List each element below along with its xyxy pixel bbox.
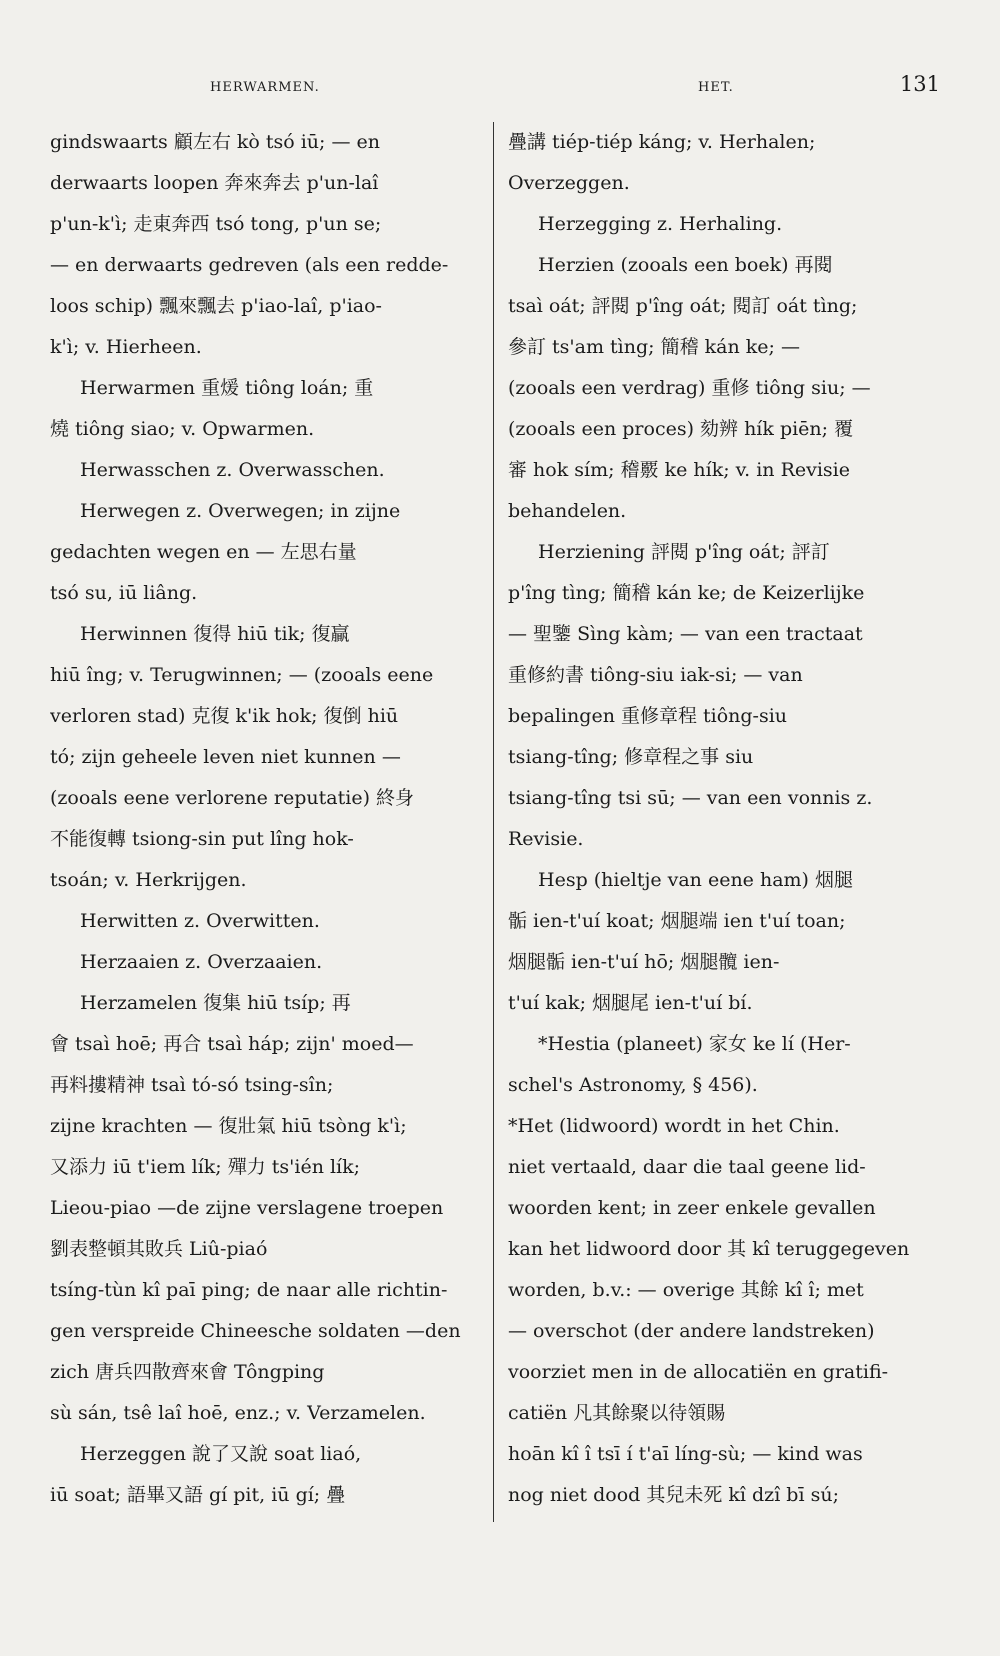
text-line: Herwegen z. Overwegen; in zijne	[80, 500, 401, 522]
text-line: (zooals eene verlorene reputatie) 終身	[50, 787, 415, 809]
text-line: tsiang-tîng; 修章程之事 siu	[508, 746, 754, 768]
text-line: Herziening 評閱 p'îng oát; 評訂	[538, 541, 830, 563]
text-line: niet vertaald, daar die taal geene lid-	[508, 1156, 866, 1178]
text-line: Herzien (zooals een boek) 再閱	[538, 254, 833, 276]
text-line: schel's Astronomy, § 456).	[508, 1074, 758, 1096]
text-line: Herzamelen 復集 hiū tsíp; 再	[80, 992, 351, 1014]
text-line: Lieou-piao —de zijne verslagene troepen	[50, 1197, 444, 1219]
text-line: loos schip) 飄來飄去 p'iao-laî, p'iao-	[50, 295, 382, 317]
text-line: — en derwaarts gedreven (als een redde-	[50, 254, 449, 276]
text-line: worden, b.v.: — overige 其餘 kî î; met	[508, 1279, 864, 1301]
text-line: p'îng tìng; 簡稽 kán ke; de Keizerlijke	[508, 582, 865, 604]
text-line: derwaarts loopen 奔來奔去 p'un-laî	[50, 172, 379, 194]
text-line: kan het lidwoord door 其 kî teruggegeven	[508, 1238, 910, 1260]
text-line: nog niet dood 其兒未死 kî dzî bī sú;	[508, 1484, 839, 1506]
text-line: zich 唐兵四散齊來會 Tôngping	[50, 1361, 325, 1383]
text-line: Herwarmen 重煖 tiông loán; 重	[80, 377, 374, 399]
text-line: 再料摟精神 tsaì tó-só tsing-sîn;	[50, 1074, 334, 1096]
header-center-title: HET.	[698, 80, 734, 95]
text-line: sù sán, tsê laî hoē, enz.; v. Verzamelen.	[50, 1402, 426, 1424]
text-line: iū soat; 語畢又語 gí pit, iū gí; 疊	[50, 1484, 346, 1506]
header-left-title: HERWARMEN.	[210, 80, 320, 95]
text-line: verloren stad) 克復 k'ik hok; 復倒 hiū	[50, 705, 399, 727]
text-line: hoān kî î tsī í t'aī líng-sù; — kind was	[508, 1443, 863, 1465]
text-line: voorziet men in de allocatiën en gratifi-	[508, 1361, 889, 1383]
text-line: t'uí kak; 烟腿尾 ien-t'uí bí.	[508, 992, 753, 1014]
text-line: gindswaarts 顧左右 kò tsó iū; — en	[50, 131, 380, 153]
text-line: Herzegging z. Herhaling.	[538, 213, 783, 235]
text-line: Herwasschen z. Overwasschen.	[80, 459, 385, 481]
text-line: 又添力 iū t'iem lík; 殫力 ts'ién lík;	[50, 1156, 361, 1178]
text-line: 會 tsaì hoē; 再合 tsaì háp; zijn' moed—	[50, 1033, 414, 1055]
text-line: tsó su, iū liâng.	[50, 582, 198, 604]
text-line: 劉表整頓其敗兵 Liû-piaó	[50, 1238, 268, 1260]
text-line: k'ì; v. Hierheen.	[50, 336, 202, 358]
text-line: Revisie.	[508, 828, 584, 850]
text-line: Overzeggen.	[508, 172, 630, 194]
text-line: (zooals een proces) 劾辨 hík piēn; 覆	[508, 418, 854, 440]
text-line: bepalingen 重修章程 tiông-siu	[508, 705, 788, 727]
text-line: 疊講 tiép-tiép káng; v. Herhalen;	[508, 131, 816, 153]
text-line: 燒 tiông siao; v. Opwarmen.	[50, 418, 315, 440]
text-line: tsíng-tùn kî paī ping; de naar alle richtin-	[50, 1279, 448, 1301]
text-line: 重修約書 tiông-siu iak-si; — van	[508, 664, 803, 686]
text-line: Herwitten z. Overwitten.	[80, 910, 320, 932]
text-line: hiū îng; v. Terugwinnen; — (zooals eene	[50, 664, 434, 686]
text-line: — 聖鑒 Sìng kàm; — van een tractaat	[508, 623, 863, 645]
text-line: p'un-k'ì; 走東奔西 tsó tong, p'un se;	[50, 213, 382, 235]
text-line: 不能復轉 tsiong-sin put lîng hok-	[50, 828, 354, 850]
right-column	[508, 122, 940, 1516]
page-number: 131	[899, 72, 940, 96]
text-line: (zooals een verdrag) 重修 tiông siu; —	[508, 377, 871, 399]
text-line: 參訂 ts'am tìng; 簡稽 kán ke; —	[508, 336, 800, 358]
text-line: 審 hok sím; 稽覈 ke hík; v. in Revisie	[508, 459, 851, 481]
text-line: behandelen.	[508, 500, 627, 522]
left-column	[50, 122, 482, 1516]
text-line: tsaì oát; 評閱 p'îng oát; 閱訂 oát tìng;	[508, 295, 858, 317]
text-line: 骺 ien-t'uí koat; 烟腿端 ien t'uí toan;	[508, 910, 846, 932]
text-line: catiën 凡其餘聚以待領賜	[508, 1402, 726, 1424]
text-line: tsiang-tîng tsi sū; — van een vonnis z.	[508, 787, 873, 809]
text-line: Herwinnen 復得 hiū tik; 復贏	[80, 623, 350, 645]
text-line: gen verspreide Chineesche soldaten —den	[50, 1320, 461, 1342]
text-line: Hesp (hieltje van eene ham) 烟腿	[538, 869, 854, 891]
text-line: woorden kent; in zeer enkele gevallen	[508, 1197, 876, 1219]
text-line: tó; zijn geheele leven niet kunnen —	[50, 746, 401, 768]
text-line: tsoán; v. Herkrijgen.	[50, 869, 247, 891]
text-line: *Hestia (planeet) 家女 ke lí (Her-	[538, 1033, 851, 1055]
text-line: *Het (lidwoord) wordt in het Chin.	[508, 1115, 840, 1137]
text-line: Herzaaien z. Overzaaien.	[80, 951, 323, 973]
running-header	[50, 72, 940, 102]
column-divider	[493, 122, 494, 1522]
text-line: — overschot (der andere landstreken)	[508, 1320, 875, 1342]
text-line: Herzeggen 說了又說 soat liaó,	[80, 1443, 362, 1465]
text-line: zijne krachten — 復壯氣 hiū tsòng k'ì;	[50, 1115, 407, 1137]
text-line: gedachten wegen en — 左思右量	[50, 541, 357, 563]
text-line: 烟腿骺 ien-t'uí hō; 烟腿髖 ien-	[508, 951, 780, 973]
